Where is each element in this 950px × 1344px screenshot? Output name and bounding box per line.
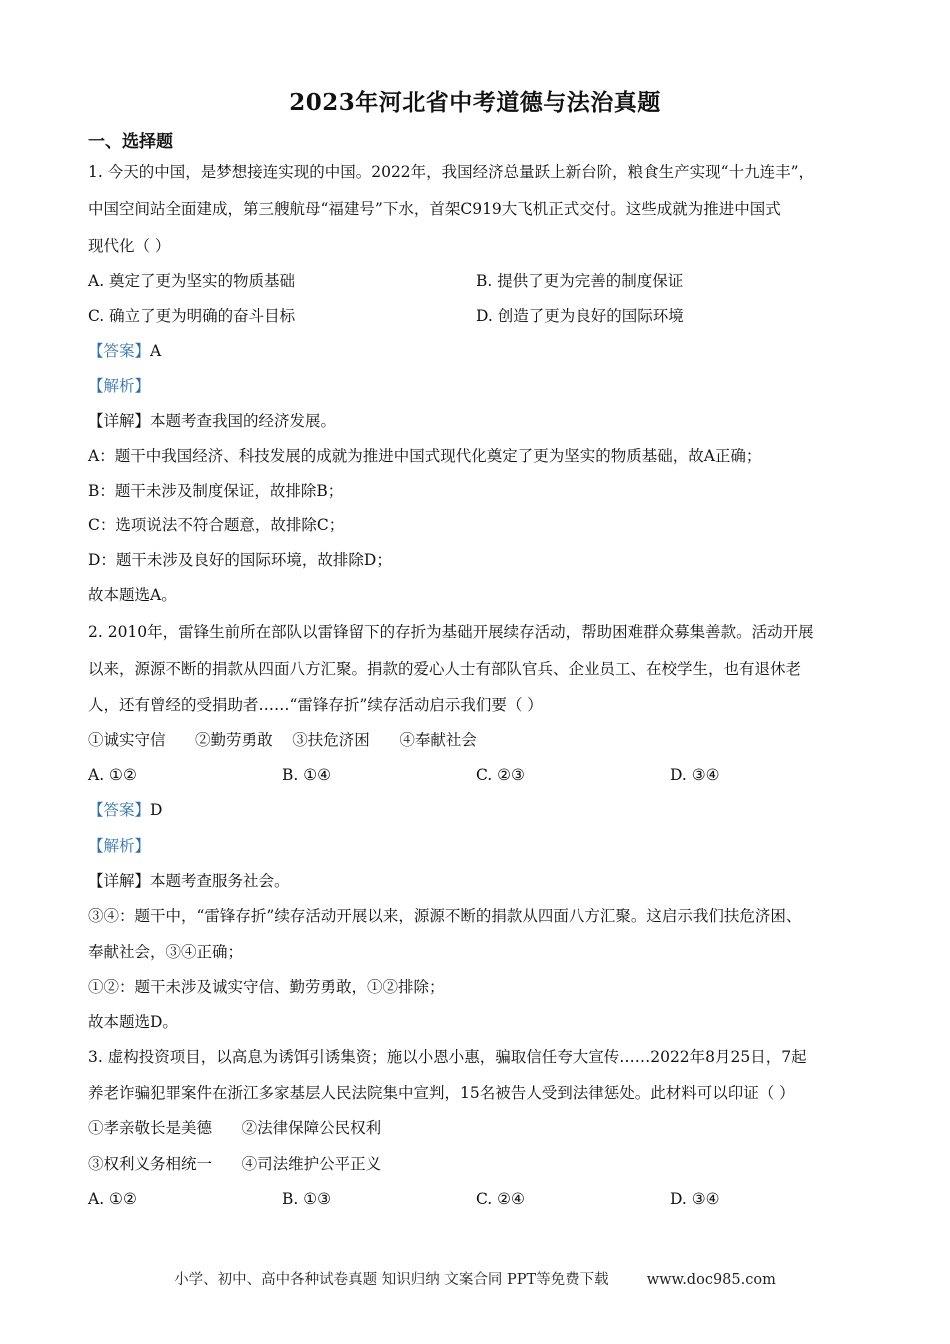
q3-option-b: B. ①③ xyxy=(282,1190,332,1208)
q2-explain-12: ①②：题干未涉及诚实守信、勤劳勇敢，①②排除； xyxy=(88,978,445,996)
page-title: 2023年河北省中考道德与法治真题 xyxy=(289,89,661,116)
q2-option-a: A. ①② xyxy=(88,766,137,784)
answer-tag: 【答案】 xyxy=(88,342,151,360)
q3-option-d: D. ③④ xyxy=(670,1190,720,1208)
q1-option-d: D. 创造了更为良好的国际环境 xyxy=(476,307,684,325)
q1-answer xyxy=(88,341,161,361)
q1-explain-c: C：选项说法不符合题意，故排除C； xyxy=(88,516,345,534)
q1-stem-line-3: 现代化（ ） xyxy=(88,237,171,255)
answer-value: A xyxy=(150,342,162,360)
q1-stem-line-1: 1. 今天的中国，是梦想接连实现的中国。2022年，我国经济总量跃上新台阶，粮食生产实现“十九连丰”， xyxy=(88,163,815,181)
answer-tag: 【答案】 xyxy=(88,801,151,819)
q1-explain-a: A：题干中我国经济、科技发展的成就为推进中国式现代化奠定了更为坚实的物质基础，故A正确； xyxy=(88,447,762,465)
q2-stem-line-2: 以来，源源不断的捐款从四面八方汇聚。捐款的爱心人士有部队官兵、企业员工、在校学生，也有退休老 xyxy=(88,660,802,678)
page-footer xyxy=(0,1268,950,1289)
q1-explain-b: B：题干未涉及制度保证，故排除B； xyxy=(88,482,344,500)
q1-explain-d: D：题干未涉及良好的国际环境，故排除D； xyxy=(88,551,392,569)
detail-tag: 【详解】 xyxy=(88,412,151,430)
q2-option-c: C. ②③ xyxy=(476,766,525,784)
q2-option-d: D. ③④ xyxy=(670,766,720,784)
q2-detail xyxy=(88,871,290,891)
q1-conclusion: 故本题选A。 xyxy=(88,586,177,604)
q1-option-c: C. 确立了更为明确的奋斗目标 xyxy=(88,307,296,325)
footer-text: 小学、初中、高中各种试卷真题 知识归纳 文案合同 PPT等免费下载 xyxy=(174,1272,609,1288)
q2-analysis-tag: 【解析】 xyxy=(88,837,151,855)
q2-answer xyxy=(88,800,162,820)
q2-stem-line-1: 2. 2010年，雷锋生前所在部队以雷锋留下的存折为基础开展续存活动，帮助困难群众募集善款。活动开展 xyxy=(88,623,814,641)
q2-explain-34-line-1: ③④：题干中，“雷锋存折”续存活动开展以来，源源不断的捐款从四面八方汇聚。这启示我们扶危济困、 xyxy=(88,907,802,925)
q2-explain-34-line-2: 奉献社会，③④正确； xyxy=(88,943,244,961)
detail-tag: 【详解】 xyxy=(88,872,151,890)
q3-stem-line-1: 3. 虚构投资项目，以高息为诱饵引诱集资；施以小恩小惠，骗取信任夸大宣传……2022年8月25日，7起 xyxy=(88,1048,807,1066)
q1-option-a: A. 奠定了更为坚实的物质基础 xyxy=(88,272,296,290)
q3-stem-line-2: 养老诈骗犯罪案件在浙江多家基层人民法院集中宣判，15名被告人受到法律惩处。此材料可以印证（ ） xyxy=(88,1084,795,1102)
detail-text: 本题考查服务社会。 xyxy=(150,872,290,890)
section-heading: 一、选择题 xyxy=(88,132,173,152)
q1-option-b: B. 提供了更为完善的制度保证 xyxy=(476,272,684,290)
q1-stem-line-2: 中国空间站全面建成，第三艘航母“福建号”下水，首架C919大飞机正式交付。这些成就为推进中国式 xyxy=(88,200,781,218)
detail-text: 本题考查我国的经济发展。 xyxy=(150,412,337,430)
q3-option-a: A. ①② xyxy=(88,1190,137,1208)
q2-conclusion: 故本题选D。 xyxy=(88,1013,178,1031)
answer-value: D xyxy=(150,801,163,819)
footer-link[interactable]: www.doc985.com xyxy=(646,1272,776,1288)
q3-items-line-2: ③权利义务相统一 ④司法维护公平正义 xyxy=(88,1155,382,1173)
q3-items-line-1: ①孝亲敬长是美德 ②法律保障公民权利 xyxy=(88,1119,382,1137)
q2-option-b: B. ①④ xyxy=(282,766,332,784)
q2-stem-line-3: 人，还有曾经的受捐助者……“雷锋存折”续存活动启示我们要（ ） xyxy=(88,696,543,714)
q2-items: ①诚实守信 ②勤劳勇敢 ③扶危济困 ④奉献社会 xyxy=(88,731,477,749)
q3-option-c: C. ②④ xyxy=(476,1190,525,1208)
q1-detail xyxy=(88,411,336,431)
q1-analysis-tag: 【解析】 xyxy=(88,377,151,395)
